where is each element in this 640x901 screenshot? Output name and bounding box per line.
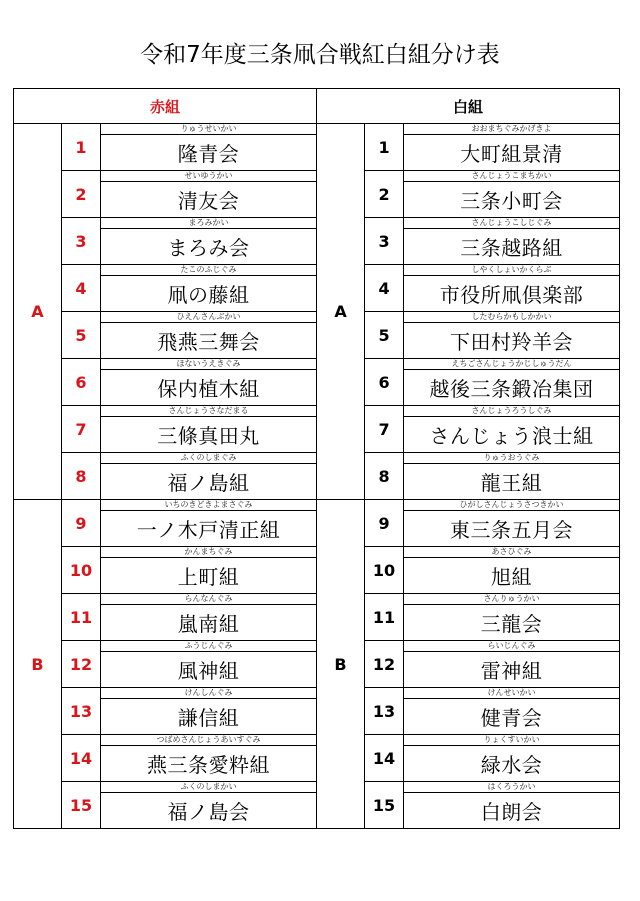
white-team-cell bbox=[404, 500, 620, 547]
white-team-name: 東三条五月会 bbox=[450, 518, 574, 542]
white-team-number: 14 bbox=[365, 735, 404, 782]
white-team-name: 旭組 bbox=[491, 565, 533, 589]
red-team-name: 福ノ島会 bbox=[167, 800, 250, 824]
red-team-cell bbox=[101, 265, 317, 312]
white-team-cell bbox=[404, 735, 620, 782]
red-team-number: 11 bbox=[62, 594, 101, 641]
red-team-header: 赤組 bbox=[14, 89, 317, 124]
red-team-name: 謙信組 bbox=[177, 706, 240, 730]
red-team-name: 隆青会 bbox=[177, 142, 240, 166]
white-team-reading: ひがしさんじょうさつきかい bbox=[404, 500, 619, 511]
white-team-cell bbox=[404, 265, 620, 312]
red-team-number: 2 bbox=[62, 171, 101, 218]
red-team-number: 9 bbox=[62, 500, 101, 547]
white-team-number: 8 bbox=[365, 453, 404, 500]
white-team-name: 緑水会 bbox=[480, 753, 543, 777]
red-team-reading: かんまちぐみ bbox=[101, 547, 316, 558]
red-team-cell bbox=[101, 406, 317, 453]
white-team-name: 市役所凧倶楽部 bbox=[439, 283, 584, 307]
white-team-reading: りょくすいかい bbox=[404, 735, 619, 746]
white-team-reading: さんじょうろうしぐみ bbox=[404, 406, 619, 417]
red-team-cell bbox=[101, 171, 317, 218]
white-team-reading: おおまちぐみかげきよ bbox=[404, 124, 619, 135]
red-team-name: 飛燕三舞会 bbox=[157, 330, 260, 354]
white-team-reading: さんじょうこしじぐみ bbox=[404, 218, 619, 229]
red-team-cell bbox=[101, 594, 317, 641]
white-team-name: 三龍会 bbox=[480, 612, 543, 636]
red-team-number: 12 bbox=[62, 641, 101, 688]
red-team-name: 燕三条愛粋組 bbox=[147, 753, 271, 777]
team-table bbox=[13, 88, 620, 829]
white-team-number: 6 bbox=[365, 359, 404, 406]
red-team-cell bbox=[101, 218, 317, 265]
white-team-name: 下田村羚羊会 bbox=[450, 330, 574, 354]
red-team-name: 凧の藤組 bbox=[167, 283, 250, 307]
white-team-cell bbox=[404, 406, 620, 453]
white-team-name: 大町組景清 bbox=[460, 142, 563, 166]
white-group-label: B bbox=[317, 500, 365, 829]
white-team-reading: しやくしょいかくらぶ bbox=[404, 265, 619, 276]
white-team-number: 13 bbox=[365, 688, 404, 735]
page-title: 令和7年度三条凧合戦紅白組分け表 bbox=[140, 42, 500, 68]
white-team-reading: らいじんぐみ bbox=[404, 641, 619, 652]
red-team-number: 6 bbox=[62, 359, 101, 406]
red-team-number: 14 bbox=[62, 735, 101, 782]
red-team-cell bbox=[101, 688, 317, 735]
white-team-number: 12 bbox=[365, 641, 404, 688]
red-team-name: 風神組 bbox=[177, 659, 240, 683]
red-team-reading: さんじょうさなだまる bbox=[101, 406, 316, 417]
white-team-name: 三条小町会 bbox=[460, 189, 563, 213]
white-team-cell bbox=[404, 359, 620, 406]
red-team-reading: ほないうえきぐみ bbox=[101, 359, 316, 370]
white-team-reading: はくろうかい bbox=[404, 782, 619, 793]
white-team-cell bbox=[404, 782, 620, 829]
red-team-reading: いちのきどきよまさぐみ bbox=[101, 500, 316, 511]
white-team-name: 雷神組 bbox=[480, 659, 543, 683]
white-team-name: 三条越路組 bbox=[460, 236, 563, 260]
white-team-number: 3 bbox=[365, 218, 404, 265]
red-team-number: 3 bbox=[62, 218, 101, 265]
red-team-number: 13 bbox=[62, 688, 101, 735]
white-team-name: さんじょう浪士組 bbox=[429, 424, 594, 448]
white-team-number: 15 bbox=[365, 782, 404, 829]
red-team-number: 4 bbox=[62, 265, 101, 312]
white-team-reading: あさひぐみ bbox=[404, 547, 619, 558]
red-team-cell bbox=[101, 359, 317, 406]
white-team-number: 9 bbox=[365, 500, 404, 547]
white-team-number: 7 bbox=[365, 406, 404, 453]
table-row bbox=[14, 500, 620, 547]
red-team-reading: ふくのしまかい bbox=[101, 782, 316, 793]
white-team-header: 白組 bbox=[317, 89, 620, 124]
table-row bbox=[14, 124, 620, 171]
white-team-name: 龍王組 bbox=[480, 471, 543, 495]
white-team-number: 4 bbox=[365, 265, 404, 312]
red-team-cell bbox=[101, 641, 317, 688]
red-team-cell bbox=[101, 500, 317, 547]
white-team-cell bbox=[404, 547, 620, 594]
white-team-cell bbox=[404, 171, 620, 218]
red-team-reading: ひえんさんぶかい bbox=[101, 312, 316, 323]
red-team-cell bbox=[101, 735, 317, 782]
red-group-label: A bbox=[14, 124, 62, 500]
white-team-reading: さんじょうこまちかい bbox=[404, 171, 619, 182]
red-group-label: B bbox=[14, 500, 62, 829]
white-team-cell bbox=[404, 594, 620, 641]
white-team-reading: したむらかもしかかい bbox=[404, 312, 619, 323]
white-team-number: 1 bbox=[365, 124, 404, 171]
red-team-number: 1 bbox=[62, 124, 101, 171]
red-team-name: まろみ会 bbox=[167, 236, 250, 260]
white-team-name: 越後三条鍛冶集団 bbox=[429, 377, 594, 401]
red-team-number: 10 bbox=[62, 547, 101, 594]
red-team-reading: けんしんぐみ bbox=[101, 688, 316, 699]
red-team-cell bbox=[101, 782, 317, 829]
white-team-reading: りゅうおうぐみ bbox=[404, 453, 619, 464]
white-team-cell bbox=[404, 312, 620, 359]
red-team-reading: せいゆうかい bbox=[101, 171, 316, 182]
red-team-reading: つばめさんじょうあいすぐみ bbox=[101, 735, 316, 746]
red-team-name: 福ノ島組 bbox=[167, 471, 250, 495]
red-team-cell bbox=[101, 312, 317, 359]
red-team-reading: りゅうせいかい bbox=[101, 124, 316, 135]
white-team-number: 2 bbox=[365, 171, 404, 218]
red-team-number: 15 bbox=[62, 782, 101, 829]
white-team-number: 11 bbox=[365, 594, 404, 641]
red-team-cell bbox=[101, 124, 317, 171]
white-group-label: A bbox=[317, 124, 365, 500]
white-team-reading: けんせいかい bbox=[404, 688, 619, 699]
red-team-number: 7 bbox=[62, 406, 101, 453]
white-team-name: 白朗会 bbox=[480, 800, 543, 824]
red-team-reading: らんなんぐみ bbox=[101, 594, 316, 605]
red-team-reading: ふうじんぐみ bbox=[101, 641, 316, 652]
red-team-reading: たこのふじぐみ bbox=[101, 265, 316, 276]
red-team-name: 一ノ木戸清正組 bbox=[136, 518, 281, 542]
red-team-name: 清友会 bbox=[177, 189, 240, 213]
red-team-name: 上町組 bbox=[177, 565, 240, 589]
white-team-cell bbox=[404, 124, 620, 171]
red-team-number: 8 bbox=[62, 453, 101, 500]
red-team-number: 5 bbox=[62, 312, 101, 359]
red-team-reading: ふくのしまぐみ bbox=[101, 453, 316, 464]
white-team-number: 10 bbox=[365, 547, 404, 594]
white-team-name: 健青会 bbox=[480, 706, 543, 730]
white-team-cell bbox=[404, 688, 620, 735]
white-team-reading: えちごさんじょうかじしゅうだん bbox=[404, 359, 619, 370]
red-team-reading: まろみかい bbox=[101, 218, 316, 229]
red-team-cell bbox=[101, 547, 317, 594]
white-team-reading: さんりゅうかい bbox=[404, 594, 619, 605]
white-team-number: 5 bbox=[365, 312, 404, 359]
red-team-name: 保内植木組 bbox=[157, 377, 260, 401]
red-team-name: 嵐南組 bbox=[177, 612, 240, 636]
red-team-name: 三條真田丸 bbox=[157, 424, 260, 448]
white-team-cell bbox=[404, 641, 620, 688]
red-team-cell bbox=[101, 453, 317, 500]
white-team-cell bbox=[404, 218, 620, 265]
white-team-cell bbox=[404, 453, 620, 500]
